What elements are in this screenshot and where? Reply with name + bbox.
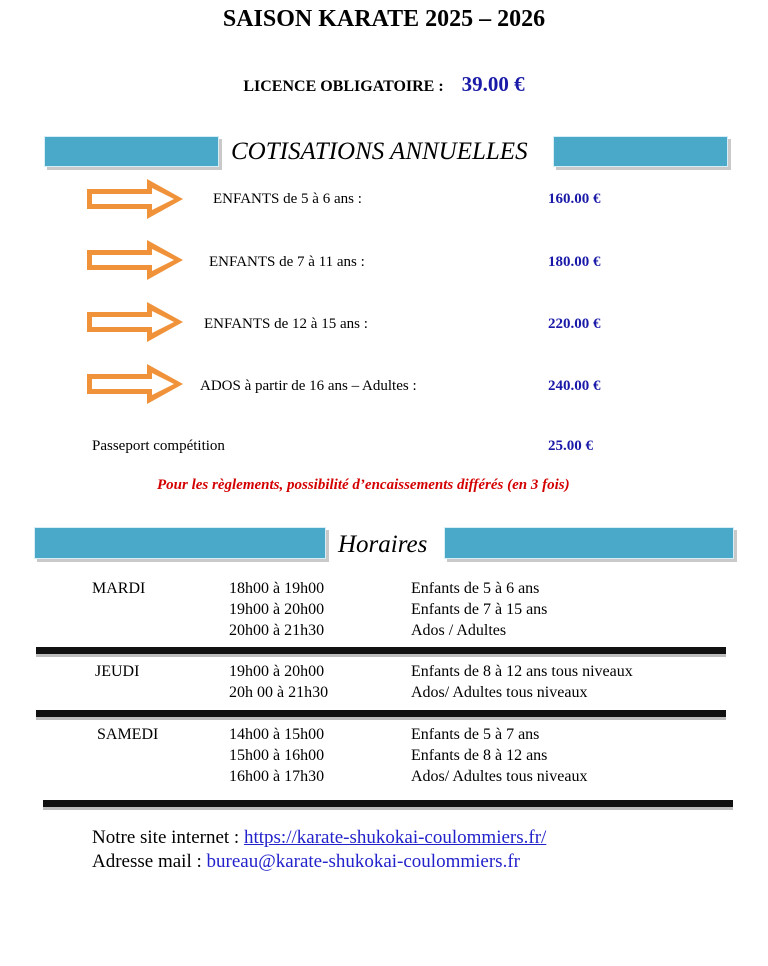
schedule-group: Enfants de 7 à 15 ans (411, 601, 548, 618)
schedule-day: JEUDI (95, 663, 140, 680)
arrow-right-icon (85, 300, 185, 344)
schedule-group: Enfants de 8 à 12 ans (411, 747, 548, 764)
section-bar-right (444, 527, 734, 559)
email-link[interactable]: bureau@karate-shukokai-coulommiers.fr (206, 851, 520, 872)
page-title: SAISON KARATE 2025 – 2026 (222, 6, 546, 32)
section-bar-left (34, 527, 326, 559)
fee-price: 160.00 € (548, 191, 601, 207)
website-label: Notre site internet : (92, 827, 244, 848)
passeport-price: 25.00 € (548, 438, 593, 454)
payment-note: Pour les règlements, possibilité d’encaissements différés (en 3 fois) (157, 477, 570, 493)
email-label: Adresse mail : (92, 851, 207, 872)
fee-label: ENFANTS de 5 à 6 ans : (213, 191, 362, 207)
schedule-group: Enfants de 8 à 12 ans tous niveaux (411, 663, 633, 680)
schedule-group: Enfants de 5 à 7 ans (411, 726, 540, 743)
schedule-group: Ados / Adultes (411, 622, 507, 639)
fee-price: 240.00 € (548, 378, 601, 394)
fee-price: 220.00 € (548, 316, 601, 332)
section-bar-right (553, 136, 728, 167)
divider (36, 647, 726, 654)
cotisations-heading: COTISATIONS ANNUELLES (231, 138, 528, 165)
website-link[interactable]: https://karate-shukokai-coulommiers.fr/ (243, 827, 547, 848)
website-line (92, 827, 546, 849)
schedule-day: MARDI (92, 580, 146, 597)
horaires-heading: Horaires (338, 531, 428, 558)
schedule-group: Enfants de 5 à 6 ans (411, 580, 540, 597)
schedule-time: 19h00 à 20h00 (229, 601, 325, 618)
schedule-time: 18h00 à 19h00 (229, 580, 325, 597)
schedule-time: 19h00 à 20h00 (229, 663, 325, 680)
divider (43, 800, 733, 807)
schedule-time: 15h00 à 16h00 (229, 747, 325, 764)
schedule-group: Ados/ Adultes tous niveaux (411, 684, 588, 701)
divider (36, 710, 726, 717)
licence-amount: 39.00 € (461, 72, 525, 96)
fee-label: ENFANTS de 12 à 15 ans : (204, 316, 368, 332)
schedule-day: SAMEDI (97, 726, 159, 743)
fee-label: ADOS à partir de 16 ans – Adultes : (200, 378, 417, 394)
schedule-time: 16h00 à 17h30 (229, 768, 325, 785)
email-line (92, 851, 520, 873)
schedule-time: 20h00 à 21h30 (229, 622, 325, 639)
schedule-time: 20h 00 à 21h30 (229, 684, 329, 701)
licence-label: LICENCE OBLIGATOIRE : (243, 78, 444, 95)
arrow-right-icon (85, 177, 185, 221)
arrow-right-icon (85, 362, 185, 406)
fee-price: 180.00 € (548, 254, 601, 270)
schedule-time: 14h00 à 15h00 (229, 726, 325, 743)
licence-line (0, 72, 768, 97)
schedule-group: Ados/ Adultes tous niveaux (411, 768, 588, 785)
passeport-label: Passeport compétition (92, 438, 225, 454)
section-bar-left (44, 136, 219, 167)
arrow-right-icon (85, 238, 185, 282)
fee-label: ENFANTS de 7 à 11 ans : (209, 254, 365, 270)
